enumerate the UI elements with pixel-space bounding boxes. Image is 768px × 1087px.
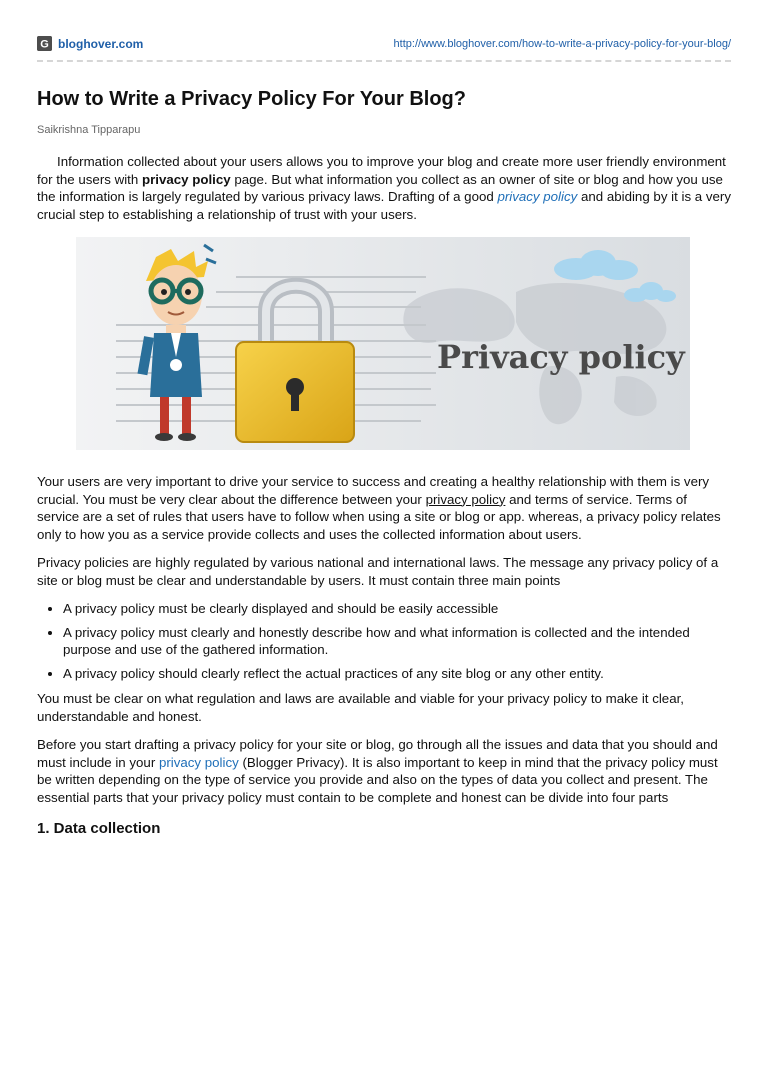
article-body — [37, 153, 731, 838]
intro-text-1: Information collected about your users allows you to improve your blog and create more user friendly environment for the users with — [37, 154, 726, 187]
page-header — [37, 36, 731, 54]
p2-text-2: and terms of service. Terms of service are a set of rules that users have to follow when using a site or blog or app. whereas, a privacy policy relates only to how you as a service provide collects and uses the collected information about users. — [37, 491, 721, 542]
p2-text-1: Your users are very important to drive your service to success and creating a healthy relationship with them is very crucial. You must be very clear about the difference between your — [37, 474, 710, 507]
banner-title: Privacy policy — [437, 338, 685, 376]
section-heading-data-collection: 1. Data collection — [37, 820, 161, 837]
list-item: • A privacy policy should clearly reflect the actual practices of any site blog or any other entity. — [63, 665, 731, 683]
bloghover-logo-icon — [37, 36, 52, 51]
p5-text-1: Before you start drafting a privacy policy for your site or blog, go through all the issues and data that you should and must include in your — [37, 737, 718, 770]
main-points-list — [37, 600, 731, 682]
privacy-policy-link[interactable]: privacy policy — [497, 189, 578, 204]
intro-paragraph — [37, 153, 731, 223]
paragraph-2 — [37, 473, 731, 543]
list-item: • A privacy policy must be clearly displayed and should be easily accessible — [63, 600, 731, 618]
article-author: Saikrishna Tipparapu — [37, 124, 141, 136]
intro-text-3: and abiding by it is a very crucial step to establishing a relationship of trust with your users. — [37, 189, 732, 222]
page-url-link[interactable]: http://www.bloghover.com/how-to-write-a-privacy-policy-for-your-blog/ — [393, 38, 731, 50]
paragraph-4: You must be clear on what regulation and laws are available and viable for your privacy policy to make it clear, understandable and honest. — [37, 691, 684, 724]
site-name-link[interactable]: bloghover.com — [58, 37, 144, 51]
privacy-policy-banner-image — [76, 237, 690, 450]
svg-text:G: G — [40, 38, 49, 51]
intro-bold-term: privacy policy — [141, 171, 231, 187]
header-divider — [37, 60, 731, 62]
privacy-policy-link-2[interactable]: privacy policy — [158, 754, 239, 770]
paragraph-5 — [37, 736, 731, 806]
intro-text-2: page. But what information you collect as an owner of site or blog and how you use the information is largely regulated by various privacy laws. Drafting of a good — [37, 171, 723, 204]
paragraph-3: Privacy policies are highly regulated by various national and international laws. The message any privacy policy of a site or blog must be clear and understandable by users. It must contain three main points — [37, 555, 719, 588]
p2-underlined-term: privacy policy — [425, 491, 506, 507]
article-title: How to Write a Privacy Policy For Your Blog? — [37, 88, 466, 110]
list-item: • A privacy policy must clearly and honestly describe how and what information is collected and the intended purpose and use of the gathered information. — [63, 624, 731, 659]
p5-text-2: (Blogger Privacy). It is also important to keep in mind that the privacy policy must be written depending on the type of service you provide and also on the types of data you collect and present. The essential parts that your privacy policy must contain to be complete and honest can be divide into four parts — [37, 754, 718, 805]
